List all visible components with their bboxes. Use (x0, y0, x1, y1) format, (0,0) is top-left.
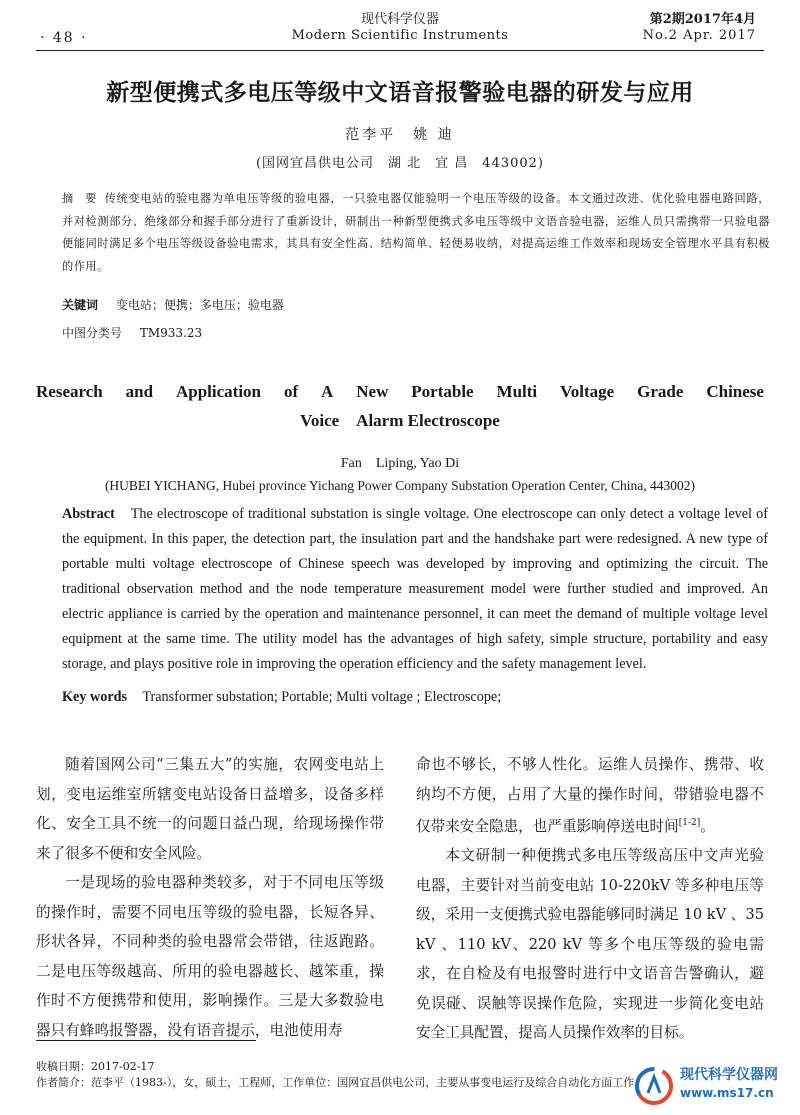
title-word: Chinese (706, 382, 764, 401)
title-word: of (283, 382, 299, 401)
received-date: 收稿日期：2017-02-17 (36, 1060, 155, 1073)
affiliation-en: (HUBEI YICHANG, Hubei province Yichang Power Company Substation Operation Center, China, 443002) (104, 478, 696, 493)
body-paragraph: 随着国网公司“三集五大”的实施，农网变电站上划，变电运维室所辖变电站设备日益增多，设备多样化、安全工具不统一的问题日益凸现，给现场操作带来了很多不便和安全风险。 (36, 756, 384, 862)
body-paragraph: 一是现场的验电器种类较多，对于不同电压等级的操作时，需要不同电压等级的验电器，长短各异、形状各异，不同种类的验电器常会带错，往返跑路。二是电压等级越高、所用的验电器越长、越笨重，操作时不方便携带和使用，影响操作。三是大多数验电器只有蜂鸣报警器，没有语音提示，电池使用寿 (36, 874, 384, 1039)
author-bio: 作者简介：范李平（1983-），女，硕士，工程师，工作单位：国网宜昌供电公司，主要从事变电运行及综合自动化方面工作。 (36, 1076, 646, 1089)
title-word: A (321, 382, 334, 401)
keywords-en-text: Transformer substation; Portable; Multi voltage ; Electroscope; (142, 689, 502, 705)
title-word: Application (176, 382, 262, 401)
classification-number (62, 324, 202, 341)
title-word: New (356, 382, 389, 401)
paper-title-en-line1 (36, 377, 764, 406)
body-column-right (416, 750, 764, 1048)
title-word: Portable (411, 382, 474, 401)
title-word: Multi (496, 382, 538, 401)
body-text-end: 。 (700, 817, 715, 835)
keywords-cn (62, 296, 284, 313)
site-watermark (634, 1058, 794, 1112)
body-paragraph-continued (416, 750, 764, 841)
abstract-cn-label: 摘 要 (62, 192, 101, 205)
keywords-en-label: Key words (62, 689, 128, 705)
paper-title-cn: 新型便携式多电压等级中文语音报警验电器的研发与应用 (106, 79, 694, 106)
keywords-en (62, 689, 501, 706)
header-rule (36, 50, 764, 51)
site-url[interactable]: www.ms17.cn (680, 1086, 774, 1100)
abstract-cn (62, 188, 770, 278)
title-word: and (125, 382, 154, 401)
abstract-en-text: The electroscope of traditional substation is single voltage. One electroscope can only detect a voltage level of the equipment. In this paper, the detection part, the insulation part and the handshake part were redesigned. A new type of portable multi voltage electroscope of Chinese speech was developed by improving and optimizing the circuit. The traditional observation method and the node temperature measurement model were further studied and improved. An electric appliance is carried by the operation and maintenance personnel, it can meet the demand of multiple voltage level equipment at the same time. The utility model has the advantages of high safety, simple structure, portability and easy storage, and plays positive role in improving the operation efficiency and the safety management level. (62, 506, 768, 672)
citation[interactable]: [1-2] (678, 818, 701, 828)
site-logo-icon (634, 1066, 674, 1106)
journal-name-en: Modern Scientific Instruments (291, 28, 509, 43)
abstract-cn-text: 传统变电站的验电器为单电压等级的验电器，一只验电器仅能验明一个电压等级的设备。本文通过改进、优化验电器电路回路，并对检测部分、绝缘部分和握手部分进行了重新设计，研制出一种新型便携式多电压等级中文语音验电器，运维人员只需携带一只验电器便能同时满足多个电压等级设备验电需求，其具有安全性高、结构简单、轻便易收纳，对提高运维工作效率和现场安全管理水平具有积极的作用。 (62, 192, 770, 273)
issue-cn: 第2期2017年4月 (649, 12, 756, 27)
abstract-en-label: Abstract (62, 506, 115, 522)
issue-en: No.2 Apr. 2017 (642, 28, 756, 43)
page-number: · 48 · (40, 30, 88, 46)
paper-title-en (36, 377, 764, 435)
title-word: Research (36, 382, 103, 401)
paper-title-en-line2: Voice Alarm Electroscope (300, 411, 500, 430)
footnote-rule (36, 1040, 256, 1041)
body-paragraph: 本文研制一种便携式多电压等级高压中文声光验电器，主要针对当前变电站 10-220kV 等多种电压等级，采用一支便携式验电器能够同时满足 10 kV 、35 kV 、110 kV、220 kV 等多个电压等级的验电需求，在自检及有电报警时进行中文语音告警确认，避免误碰、误触等误操作危险，实现进一步简化变电站安全工具配置，提高人员操作效率的目标。 (416, 847, 764, 1042)
classification-text: TM933.23 (139, 326, 203, 340)
abstract-en (62, 502, 768, 677)
body-column-left (36, 750, 384, 1045)
keywords-cn-text: 变电站；便携；多电压；验电器 (115, 298, 284, 312)
title-word: Grade (637, 382, 684, 401)
keywords-cn-label: 关键词 (62, 298, 99, 312)
title-word: Voltage (560, 382, 615, 401)
site-name: 现代科学仪器网 (680, 1067, 778, 1083)
authors-cn: 范李平 姚 迪 (345, 127, 455, 143)
classification-label: 中图分类号 (62, 326, 123, 340)
affiliation-cn: (国网宜昌供电公司 湖 北 宜 昌 443002) (255, 156, 545, 171)
journal-name-cn: 现代科学仪器 (360, 12, 439, 27)
body-text: 命也不够长，不够人性化。运维人员操作、携带、收纳均不方便，占用了大量的操作时间，带错验电器不仅带来安全隐患，也严重影响停送电时间 (416, 756, 764, 835)
authors-en: Fan Liping, Yao Di (340, 456, 460, 471)
